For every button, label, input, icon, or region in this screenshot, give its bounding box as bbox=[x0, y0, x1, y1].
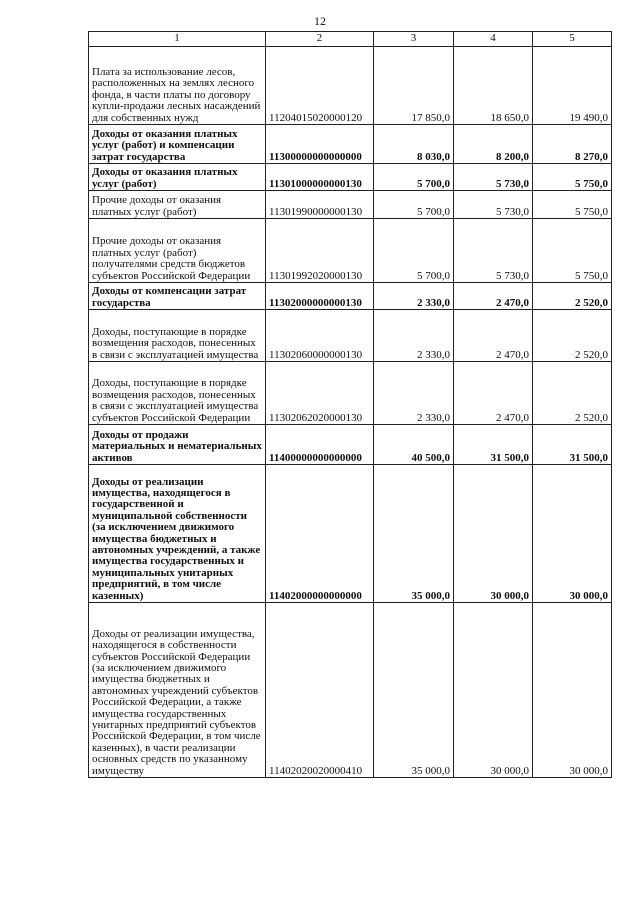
row-value-year2: 2 470,0 bbox=[454, 283, 533, 310]
page-number: 12 bbox=[314, 14, 326, 28]
column-header: 4 bbox=[454, 32, 533, 47]
row-code: 11302060000000130 bbox=[266, 310, 374, 362]
row-value-year1: 2 330,0 bbox=[374, 362, 454, 425]
row-value-year3: 30 000,0 bbox=[533, 465, 612, 603]
row-name: Доходы от продажи материальных и нематериальных активов bbox=[89, 425, 266, 465]
revenue-table bbox=[88, 31, 612, 778]
table-row bbox=[89, 164, 612, 191]
row-value-year2: 2 470,0 bbox=[454, 310, 533, 362]
row-name: Доходы от реализации имущества, находящегося в собственности субъектов Российской Федерации (за исключением движимого имущества бюджетных и автономных учреждений субъектов Российской Федерации, а также имущества государственных унитарных предприятий субъектов Российской Федерации, в том числе казенных), в части реализации основных средств по указанному имуществу bbox=[89, 603, 266, 778]
table-row bbox=[89, 219, 612, 283]
table-row bbox=[89, 362, 612, 425]
row-value-year3: 8 270,0 bbox=[533, 125, 612, 164]
row-name: Прочие доходы от оказания платных услуг (работ) получателями средств бюджетов субъектов Российской Федерации bbox=[89, 219, 266, 283]
row-code: 11302000000000130 bbox=[266, 283, 374, 310]
row-value-year3: 19 490,0 bbox=[533, 47, 612, 125]
column-header: 1 bbox=[89, 32, 266, 47]
row-value-year1: 8 030,0 bbox=[374, 125, 454, 164]
table-row bbox=[89, 310, 612, 362]
row-code: 11302062020000130 bbox=[266, 362, 374, 425]
row-value-year3: 30 000,0 bbox=[533, 603, 612, 778]
row-code: 11301992020000130 bbox=[266, 219, 374, 283]
table-row bbox=[89, 125, 612, 164]
row-value-year1: 35 000,0 bbox=[374, 603, 454, 778]
row-value-year3: 2 520,0 bbox=[533, 310, 612, 362]
table-row bbox=[89, 191, 612, 219]
row-value-year2: 18 650,0 bbox=[454, 47, 533, 125]
row-value-year1: 5 700,0 bbox=[374, 219, 454, 283]
table-row bbox=[89, 465, 612, 603]
row-value-year2: 8 200,0 bbox=[454, 125, 533, 164]
row-code: 11301990000000130 bbox=[266, 191, 374, 219]
row-value-year1: 40 500,0 bbox=[374, 425, 454, 465]
table-row bbox=[89, 47, 612, 125]
row-value-year3: 5 750,0 bbox=[533, 191, 612, 219]
column-header: 2 bbox=[266, 32, 374, 47]
row-value-year1: 2 330,0 bbox=[374, 310, 454, 362]
row-code: 11204015020000120 bbox=[266, 47, 374, 125]
row-value-year3: 2 520,0 bbox=[533, 283, 612, 310]
column-header: 5 bbox=[533, 32, 612, 47]
row-name: Доходы от реализации имущества, находящегося в государственной и муниципальной собственности (за исключением движимого имущества бюджетных и автономных учреждений, а также имущества государственных и муниципальных унитарных предприятий, в том числе казенных) bbox=[89, 465, 266, 603]
column-header: 3 bbox=[374, 32, 454, 47]
row-value-year1: 35 000,0 bbox=[374, 465, 454, 603]
row-value-year1: 2 330,0 bbox=[374, 283, 454, 310]
row-value-year2: 2 470,0 bbox=[454, 362, 533, 425]
row-code: 11402000000000000 bbox=[266, 465, 374, 603]
row-name: Прочие доходы от оказания платных услуг (работ) bbox=[89, 191, 266, 219]
row-code: 11300000000000000 bbox=[266, 125, 374, 164]
row-value-year2: 30 000,0 bbox=[454, 465, 533, 603]
table-row bbox=[89, 425, 612, 465]
row-value-year1: 5 700,0 bbox=[374, 191, 454, 219]
row-value-year2: 30 000,0 bbox=[454, 603, 533, 778]
row-value-year1: 17 850,0 bbox=[374, 47, 454, 125]
row-name: Доходы от компенсации затрат государства bbox=[89, 283, 266, 310]
row-name: Доходы от оказания платных услуг (работ) bbox=[89, 164, 266, 191]
row-value-year2: 5 730,0 bbox=[454, 164, 533, 191]
table-body bbox=[89, 47, 612, 778]
row-code: 11400000000000000 bbox=[266, 425, 374, 465]
row-name: Доходы, поступающие в порядке возмещения расходов, понесенных в связи с эксплуатацией имущества bbox=[89, 310, 266, 362]
row-value-year3: 5 750,0 bbox=[533, 219, 612, 283]
row-name: Доходы, поступающие в порядке возмещения расходов, понесенных в связи с эксплуатацией имущества субъектов Российской Федерации bbox=[89, 362, 266, 425]
table-row bbox=[89, 283, 612, 310]
row-name: Плата за использование лесов, расположенных на землях лесного фонда, в части платы по договору купли-продажи лесных насаждений для собственных нужд bbox=[89, 47, 266, 125]
row-value-year2: 5 730,0 bbox=[454, 191, 533, 219]
row-value-year3: 5 750,0 bbox=[533, 164, 612, 191]
row-value-year3: 2 520,0 bbox=[533, 362, 612, 425]
table-header-row bbox=[89, 32, 612, 47]
row-value-year3: 31 500,0 bbox=[533, 425, 612, 465]
row-code: 11402020020000410 bbox=[266, 603, 374, 778]
row-value-year2: 5 730,0 bbox=[454, 219, 533, 283]
row-name: Доходы от оказания платных услуг (работ) и компенсации затрат государства bbox=[89, 125, 266, 164]
table-row bbox=[89, 603, 612, 778]
row-code: 11301000000000130 bbox=[266, 164, 374, 191]
row-value-year1: 5 700,0 bbox=[374, 164, 454, 191]
row-value-year2: 31 500,0 bbox=[454, 425, 533, 465]
